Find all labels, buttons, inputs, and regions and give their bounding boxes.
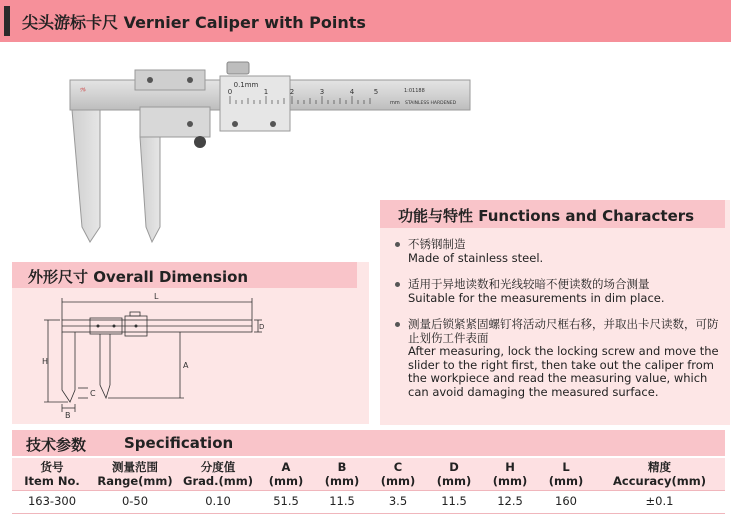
cell-grad: 0.10 [178, 491, 258, 512]
brand-logo: ﾂﾙ [80, 87, 87, 94]
column-header: B (mm) [314, 458, 370, 491]
feature-item [395, 238, 715, 265]
spec-title-cn: 技术参数 [26, 436, 87, 454]
dimension-drawing [40, 290, 270, 420]
feature-cn: 适用于异地读数和光线较暗不便读数的场合测量 [408, 277, 650, 291]
label-B: B [65, 411, 71, 420]
header-accent-bar [4, 6, 10, 36]
spec-header [12, 430, 725, 456]
feature-cn: 不锈钢制造 [408, 237, 466, 251]
cell-h: 12.5 [482, 491, 538, 512]
cell-l: 160 [538, 491, 594, 512]
column-header: 测量范围 Range(mm) [92, 458, 178, 491]
cell-item-no: 163-300 [12, 491, 92, 512]
cell-range: 0-50 [92, 491, 178, 512]
column-header: 货号 Item No. [12, 458, 92, 491]
slider-body [140, 107, 210, 137]
spec-table [12, 458, 725, 511]
column-header: L (mm) [538, 458, 594, 491]
dimension-title: 外形尺寸 Overall Dimension [28, 268, 249, 286]
bullet-icon [395, 282, 400, 287]
scale-number: 3 [319, 88, 325, 96]
cell-b: 11.5 [314, 491, 370, 512]
page-header [0, 0, 731, 42]
spec-header-row [12, 458, 725, 491]
table-row [12, 491, 725, 512]
thumb-wheel [194, 136, 206, 148]
fixed-jaw [72, 110, 100, 242]
fixed-jaw-plate [135, 70, 205, 90]
bullet-icon [395, 242, 400, 247]
feature-item [395, 278, 715, 305]
feature-en: Suitable for the measurements in dim place. [408, 290, 665, 305]
cell-c: 3.5 [370, 491, 426, 512]
scale-number: 0 [227, 88, 233, 96]
resolution-mark: 0.1mm [233, 81, 259, 89]
column-header: 分度值 Grad.(mm) [178, 458, 258, 491]
feature-en: After measuring, lock the locking screw and move the slider to the right first, then take out the caliper from the workpiece and read the measuring value, which can avoid damaging the measured surface. [408, 344, 719, 399]
column-header: D (mm) [426, 458, 482, 491]
column-header: A (mm) [258, 458, 314, 491]
label-C: C [90, 389, 96, 398]
scale-number: 1 [263, 88, 269, 96]
sliding-jaw [140, 137, 160, 242]
grad-mark: 1:01188 [404, 88, 425, 94]
spec-title-en: Specification [124, 434, 234, 452]
scale-number: 4 [349, 88, 355, 96]
unit-mark: mm [390, 100, 400, 106]
table-bottom-rule [12, 513, 725, 514]
locking-screw [227, 62, 249, 74]
column-header: 精度 Accuracy(mm) [594, 458, 725, 491]
feature-cn: 测量后锁紧紧固螺钉将活动尺框右移，并取出卡尺读数，可防止划伤工件表面 [408, 317, 719, 345]
page-title: 尖头游标卡尺 Vernier Caliper with Points [22, 13, 366, 32]
label-L: L [154, 292, 159, 301]
column-header: H (mm) [482, 458, 538, 491]
column-header: C (mm) [370, 458, 426, 491]
feature-en: Made of stainless steel. [408, 250, 544, 265]
scale-number: 2 [289, 88, 295, 96]
scale-number: 5 [373, 88, 379, 96]
label-H: H [42, 357, 49, 366]
bullet-icon [395, 322, 400, 327]
cell-accuracy: ±0.1 [594, 491, 725, 512]
cell-d: 11.5 [426, 491, 482, 512]
label-A: A [183, 361, 189, 370]
features-title: 功能与特性 Functions and Characters [398, 207, 695, 225]
material-mark: STAINLESS HARDENED [405, 101, 457, 106]
cell-a: 51.5 [258, 491, 314, 512]
label-D: D [259, 323, 265, 331]
feature-item [395, 318, 721, 399]
